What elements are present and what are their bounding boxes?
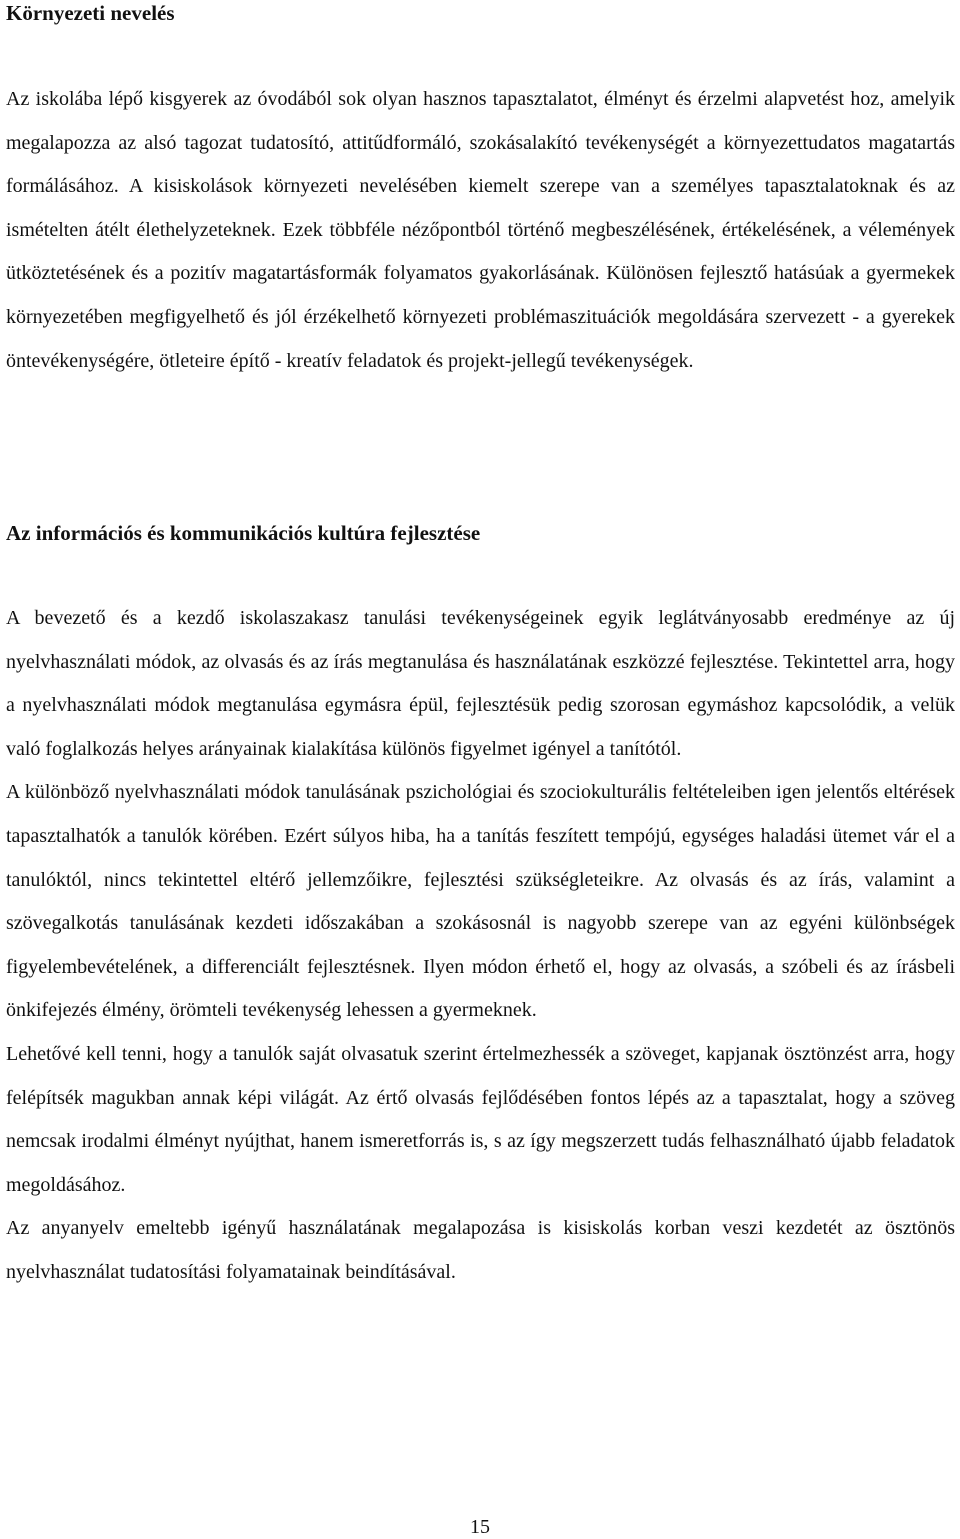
page-number: 15 (470, 1516, 490, 1538)
section-heading-information-communication: Az információs és kommunikációs kultúra fejlesztése (6, 521, 481, 545)
paragraph: Lehetővé kell tenni, hogy a tanulók saját olvasatuk szerint értelmezhessék a szöveget, kapjanak ösztönzést arra, hogy felépítsék magukban annak képi világát. Az értő olvasás fejlődésében fontos lépés az a tapasztalat, hogy a szöveg nemcsak irodalmi élményt nyújthat, hanem ismeretforrás is, s az így megszerzett tudás felhasználható újabb feladatok megoldásához. (6, 1042, 955, 1196)
paragraph: Az iskolába lépő kisgyerek az óvodából sok olyan hasznos tapasztalatot, élményt és érzelmi alapvetést hoz, amelyik megalapozza az alsó tagozat tudatosító, attitűdformáló, szokásalakító tevékenységét a környezettudatos magatartás formálásához. A kisiskolások környezeti nevelésében kiemelt szerepe van a személyes tapasztalatoknak és az ismételten átélt élethelyzeteknek. Ezek többféle nézőpontból történő megbeszélésének, értékelésének, a vélemények ütköztetésének és a pozitív magatartásformák folyamatos gyakorlásának. Különösen fejlesztő hatásúak a gyermekek környezetében megfigyelhető és jól érzékelhető környezeti problémaszituációk megoldására szervezett - a gyerekek öntevékenységére, ötleteire építő - kreatív feladatok és projekt-jellegű tevékenységek. (6, 88, 955, 372)
paragraph: A bevezető és a kezdő iskolaszakasz tanulási tevékenységeinek egyik leglátványosabb eredménye az új nyelvhasználati módok, az olvasás és az írás megtanulása és használatának eszközzé fejlesztése. Tekintettel arra, hogy a nyelvhasználati módok megtanulása egymásra épül, fejlesztésük pedig szorosan egymáshoz kapcsolódik, a velük való foglalkozás helyes arányainak kialakítása különös figyelmet igényel a tanítótól. (6, 607, 955, 760)
section-body-environmental-education (6, 78, 955, 383)
paragraph: Az anyanyelv emeltebb igényű használatának megalapozása is kisiskolás korban veszi kezdetét az ösztönös nyelvhasználat tudatosítási folyamatainak beindításával. (6, 1217, 955, 1283)
section-heading-environmental-education: Környezeti nevelés (6, 1, 175, 25)
paragraph: A különböző nyelvhasználati módok tanulásának pszichológiai és szociokulturális feltételeiben igen jelentős eltérések tapasztalhatók a tanulók körében. Ezért súlyos hiba, ha a tanítás feszített tempójú, egységes haladási ütemet vár el a tanulóktól, nincs tekintettel eltérő jellemzőikre, fejlesztési szükségleteikre. Az olvasás és az írás, valamint a szövegalkotás tanulásának kezdeti időszakában a szokásosnál is nagyobb szerepe van az egyéni különbségek figyelembevételének, a differenciált fejlesztésnek. Ilyen módon érhető el, hogy az olvasás, a szóbeli és az írásbeli önkifejezés élmény, örömteli tevékenység lehessen a gyermeknek. (6, 781, 955, 1022)
section-body-information-communication (6, 597, 955, 1295)
